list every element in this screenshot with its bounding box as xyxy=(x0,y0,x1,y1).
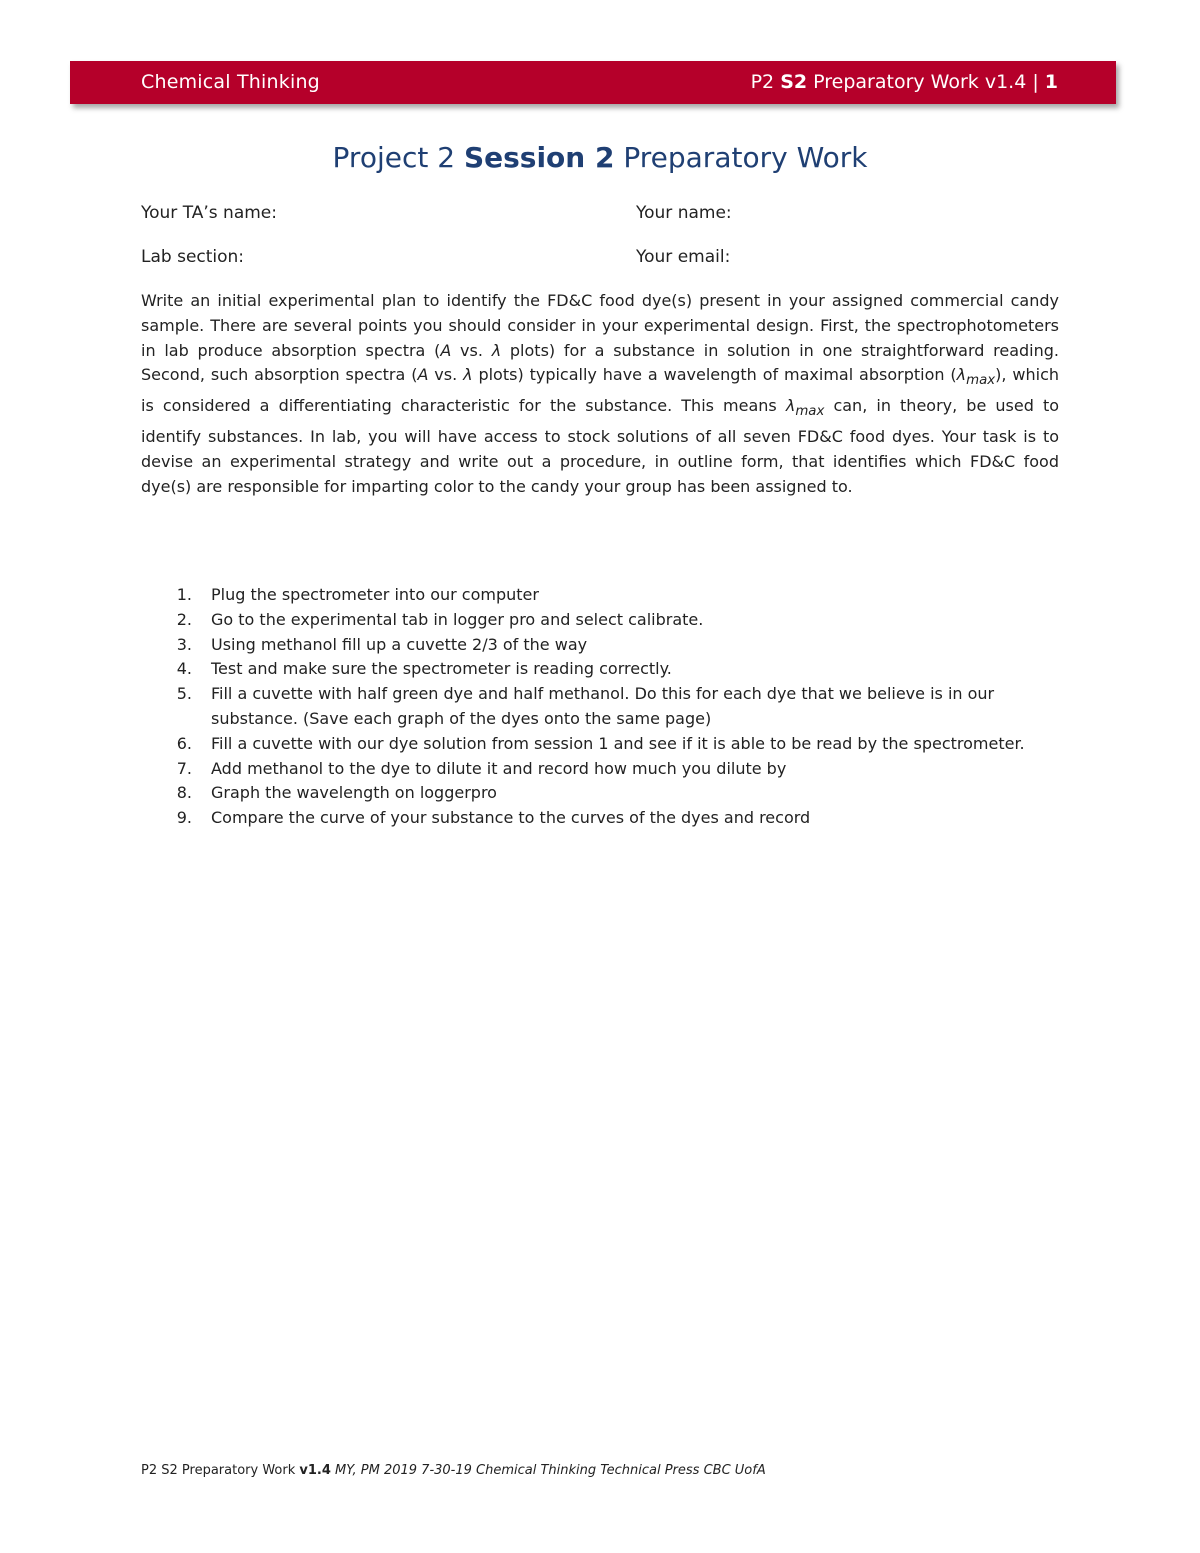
page-number: 1 xyxy=(1044,71,1058,93)
list-item: 8. Graph the wavelength on loggerpro xyxy=(176,783,497,803)
header-bar xyxy=(70,61,1116,104)
ta-name-label: Your TA’s name: xyxy=(141,203,277,223)
page-title: Project 2 Session 2 Preparatory Work xyxy=(332,141,868,174)
page-footer: P2 S2 Preparatory Work v1.4 MY, PM 2019 7-30-19 Chemical Thinking Technical Press CBC UofA xyxy=(141,1463,766,1478)
list-item: 1. Plug the spectrometer into our computer xyxy=(176,585,539,604)
procedure-list xyxy=(141,583,1059,831)
header-page-label: P2 S2 Preparatory Work v1.4 | 1 xyxy=(750,71,1058,93)
list-item: 9. Compare the curve of your substance to the curves of the dyes and record xyxy=(176,808,811,828)
your-name-label: Your name: xyxy=(636,203,732,223)
list-item: 4. Test and make sure the spectrometer is reading correctly. xyxy=(176,659,672,679)
instructions-paragraph: Write an initial experimental plan to identify the FD&C food dye(s) present in your assigned commercial candy sample. There are several points you should consider in your experimental design. First, the spectrophotometers in lab produce absorption spectra (A vs. λ plots) for a substance in solution in one straightforward reading. Second, such absorption spectra (A vs. λ plots) typically have a wavelength of maximal absorption $(\lambda_{max})$, which is considered a differentiating characteristic for the substance. This means $\lambda_{max}$ can, in theory, be used to identify substances. In lab, you will have access to stock solutions of all seven FD&C food dyes. Your task is to devise an experimental strategy and write out a procedure, in outline form, that identifies which FD&C food dye(s) are responsible for imparting color to the candy your group has been assigned to. xyxy=(141,291,1060,496)
list-item: 3. Using methanol fill up a cuvette 2/3 of the way xyxy=(176,634,588,654)
list-item: 7. Add methanol to the dye to dilute it and record how much you dilute by xyxy=(176,758,787,778)
list-item: 6. Fill a cuvette with our dye solution from session 1 and see if it is able to be read by the spectrometer. xyxy=(176,733,1025,753)
your-email-label: Your email: xyxy=(636,247,731,267)
list-item: 2. Go to the experimental tab in logger pro and select calibrate. xyxy=(176,609,704,629)
lab-section-label: Lab section: xyxy=(141,247,245,267)
list-item: 5. Fill a cuvette with half green dye and half methanol. Do this for each dye that we believe is in our substance. (Save each graph of the dyes onto the same page) xyxy=(176,684,995,728)
header-course-title: Chemical Thinking xyxy=(141,71,320,93)
